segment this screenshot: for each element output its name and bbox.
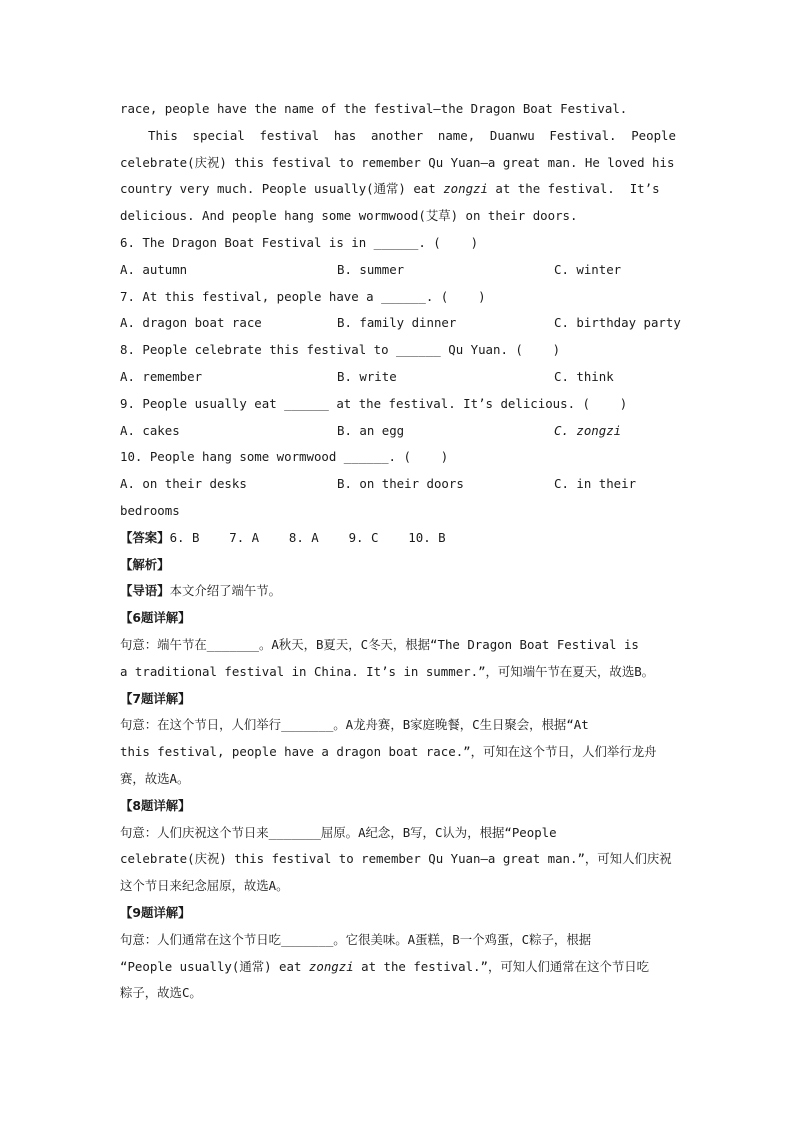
passage-line-3: celebrate(庆祝) this festival to remember Qu Yuan—a great man. He loved his <box>120 154 675 170</box>
word: another <box>370 127 424 143</box>
question-7-stem: 7. At this festival, people have a ______. ( ) <box>120 288 486 304</box>
word: People <box>631 127 676 143</box>
detail-6-line-1: 句意：端午节在_______。A秋天，B夏天，C冬天，根据“The Dragon Boat Festival is <box>120 636 639 652</box>
word: This <box>148 127 178 143</box>
document-page <box>120 96 681 1007</box>
option-a: A. remember <box>120 368 203 384</box>
passage-line-1: race, people have the name of the festival—the Dragon Boat Festival. <box>120 101 628 116</box>
question-9-options <box>120 418 676 445</box>
question-10-option-wrap: bedrooms <box>120 502 180 518</box>
detail-9-line-3: 粽子，故选C。 <box>120 985 202 1001</box>
option-b: B. family dinner <box>337 315 457 331</box>
option-c: C. birthday party <box>554 315 681 331</box>
detail-8-line-2: celebrate(庆祝) this festival to remember Qu Yuan—a great man.”，可知人们庆祝 <box>120 851 672 867</box>
question-7-options <box>120 310 681 337</box>
detail-9-heading: 【9题详解】 <box>120 904 191 920</box>
option-b: B. write <box>337 368 397 384</box>
question-8-stem: 8. People celebrate this festival to ______ Qu Yuan. ( ) <box>120 342 561 358</box>
question-10-options <box>120 471 676 498</box>
option-b: B. an egg <box>337 422 405 438</box>
option-c: C. in their <box>554 476 637 492</box>
option-a: A. dragon boat race <box>120 315 262 331</box>
detail-7-line-3: 赛，故选A。 <box>120 770 190 786</box>
guide-label: 【导语】 <box>120 583 170 599</box>
option-c: C. winter <box>554 261 622 277</box>
text: “People usually(通常) eat <box>120 958 309 974</box>
italic-word: zongzi <box>443 181 488 197</box>
option-b: B. on their doors <box>337 476 464 492</box>
option-c: C. zongzi <box>554 422 622 438</box>
passage-line-2 <box>120 123 676 150</box>
word: Festival. <box>549 127 617 143</box>
detail-8-line-3: 这个节日来纪念屈原，故选A。 <box>120 878 289 894</box>
detail-9-line-1: 句意：人们通常在这个节日吃_______。它很美味。A蛋糕，B一个鸡蛋，C粽子，根据 <box>120 931 592 947</box>
word: Duanwu <box>489 127 535 143</box>
question-8-options <box>120 364 676 391</box>
text: at the festival. It’s <box>487 181 660 197</box>
guide-line <box>120 578 676 605</box>
detail-6-heading: 【6题详解】 <box>120 610 191 626</box>
italic-word: zongzi <box>308 958 354 974</box>
detail-8-heading: 【8题详解】 <box>120 797 191 813</box>
passage-line-5: delicious. And people hang some wormwood(艾草) on their doors. <box>120 208 578 224</box>
option-a: A. on their desks <box>120 476 247 492</box>
answer-text: 6. B 7. A 8. A 9. C 10. B <box>169 529 446 545</box>
question-6-stem: 6. The Dragon Boat Festival is in ______. ( ) <box>120 234 479 250</box>
detail-7-line-2: this festival, people have a dragon boat race.”，可知在这个节日，人们举行龙舟 <box>120 744 657 760</box>
guide-text: 本文介绍了端午节。 <box>169 583 282 599</box>
question-9-stem: 9. People usually eat ______ at the festival. It’s delicious. ( ) <box>120 395 628 411</box>
word: festival <box>259 127 320 143</box>
detail-9-line-2 <box>120 954 676 981</box>
option-a: A. autumn <box>120 261 188 277</box>
text: country very much. People usually(通常) eat <box>120 181 444 197</box>
option-b: B. summer <box>337 261 405 277</box>
option-c: C. think <box>554 368 614 384</box>
option-a: A. cakes <box>120 422 180 438</box>
analysis-label: 【解析】 <box>120 556 170 572</box>
detail-7-line-1: 句意：在这个节日，人们举行_______。A龙舟赛，B家庭晚餐，C生日聚会，根据“At <box>120 717 589 733</box>
question-6-options <box>120 257 676 284</box>
word: name, <box>437 127 476 143</box>
detail-7-heading: 【7题详解】 <box>120 690 191 706</box>
passage-line-4 <box>120 176 676 203</box>
word: has <box>333 127 357 143</box>
text: at the festival.”，可知人们通常在这个节日吃 <box>353 958 650 974</box>
answer-line <box>120 525 676 552</box>
detail-8-line-1: 句意：人们庆祝这个节日来_______屈原。A纪念，B写，C认为，根据“People <box>120 824 557 840</box>
answer-label: 【答案】 <box>120 529 170 545</box>
detail-6-line-2: a traditional festival in China. It’s in summer.”，可知端午节在夏天，故选B。 <box>120 663 655 679</box>
question-10-stem: 10. People hang some wormwood ______. ( ) <box>120 449 449 465</box>
word: special <box>192 127 245 143</box>
